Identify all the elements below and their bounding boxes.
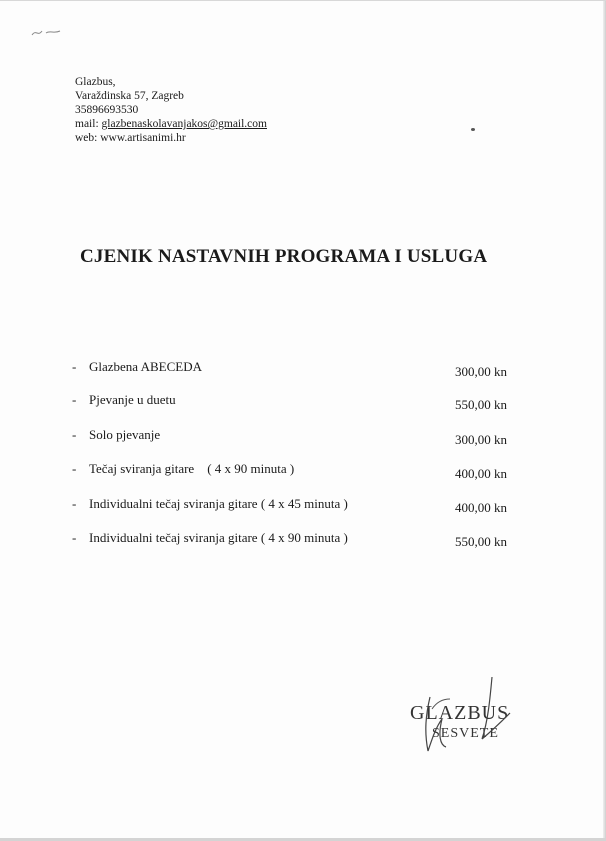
- program-price: 400,00 kn: [455, 500, 507, 515]
- scan-speck: [471, 128, 475, 131]
- company-stamp-signature: [402, 669, 522, 759]
- sender-company: Glazbus,: [75, 76, 116, 88]
- sender-phone: 35896693530: [75, 104, 139, 116]
- program-price: 550,00 kn: [455, 397, 507, 412]
- program-price: 400,00 kn: [455, 466, 507, 481]
- program-name: Solo pjevanje: [89, 427, 161, 442]
- program-name: Pjevanje u duetu: [89, 392, 176, 407]
- program-name: Individualni tečaj sviranja gitare ( 4 x 45 minuta ): [89, 496, 348, 511]
- bullet-dash: -: [72, 392, 77, 407]
- price-row: [0, 496, 606, 516]
- sender-address: Varaždinska 57, Zagreb: [75, 90, 184, 102]
- bullet-dash: -: [72, 496, 77, 511]
- program-price: 300,00 kn: [455, 432, 507, 447]
- bullet-dash: -: [72, 530, 77, 545]
- price-row: [0, 359, 606, 379]
- bullet-dash: -: [72, 461, 77, 476]
- email-label: mail:: [75, 118, 102, 130]
- sender-email-line: [75, 117, 267, 131]
- pen-mark: [30, 25, 70, 39]
- bullet-dash: -: [72, 359, 77, 374]
- program-name: Glazbena ABECEDA: [89, 359, 203, 374]
- sender-web: web: www.artisanimi.hr: [75, 132, 186, 144]
- program-price: 300,00 kn: [455, 364, 507, 379]
- price-row: [0, 461, 606, 481]
- program-price: 550,00 kn: [455, 534, 507, 549]
- stamp-line-2: SESVETE: [432, 726, 499, 741]
- email-link[interactable]: glazbenaskolavanjakos@gmail.com: [101, 118, 267, 130]
- program-name: Individualni tečaj sviranja gitare ( 4 x 90 minuta ): [89, 530, 348, 545]
- sender-address-block: [75, 75, 267, 145]
- stamp-line-1: GLAZBUS: [410, 702, 510, 724]
- bullet-dash: -: [72, 427, 77, 442]
- price-row: [0, 392, 606, 412]
- price-row: [0, 530, 606, 550]
- program-name: Tečaj sviranja gitare ( 4 x 90 minuta ): [89, 461, 295, 476]
- price-row: [0, 427, 606, 447]
- document-title: CJENIK NASTAVNIH PROGRAMA I USLUGA: [80, 246, 488, 267]
